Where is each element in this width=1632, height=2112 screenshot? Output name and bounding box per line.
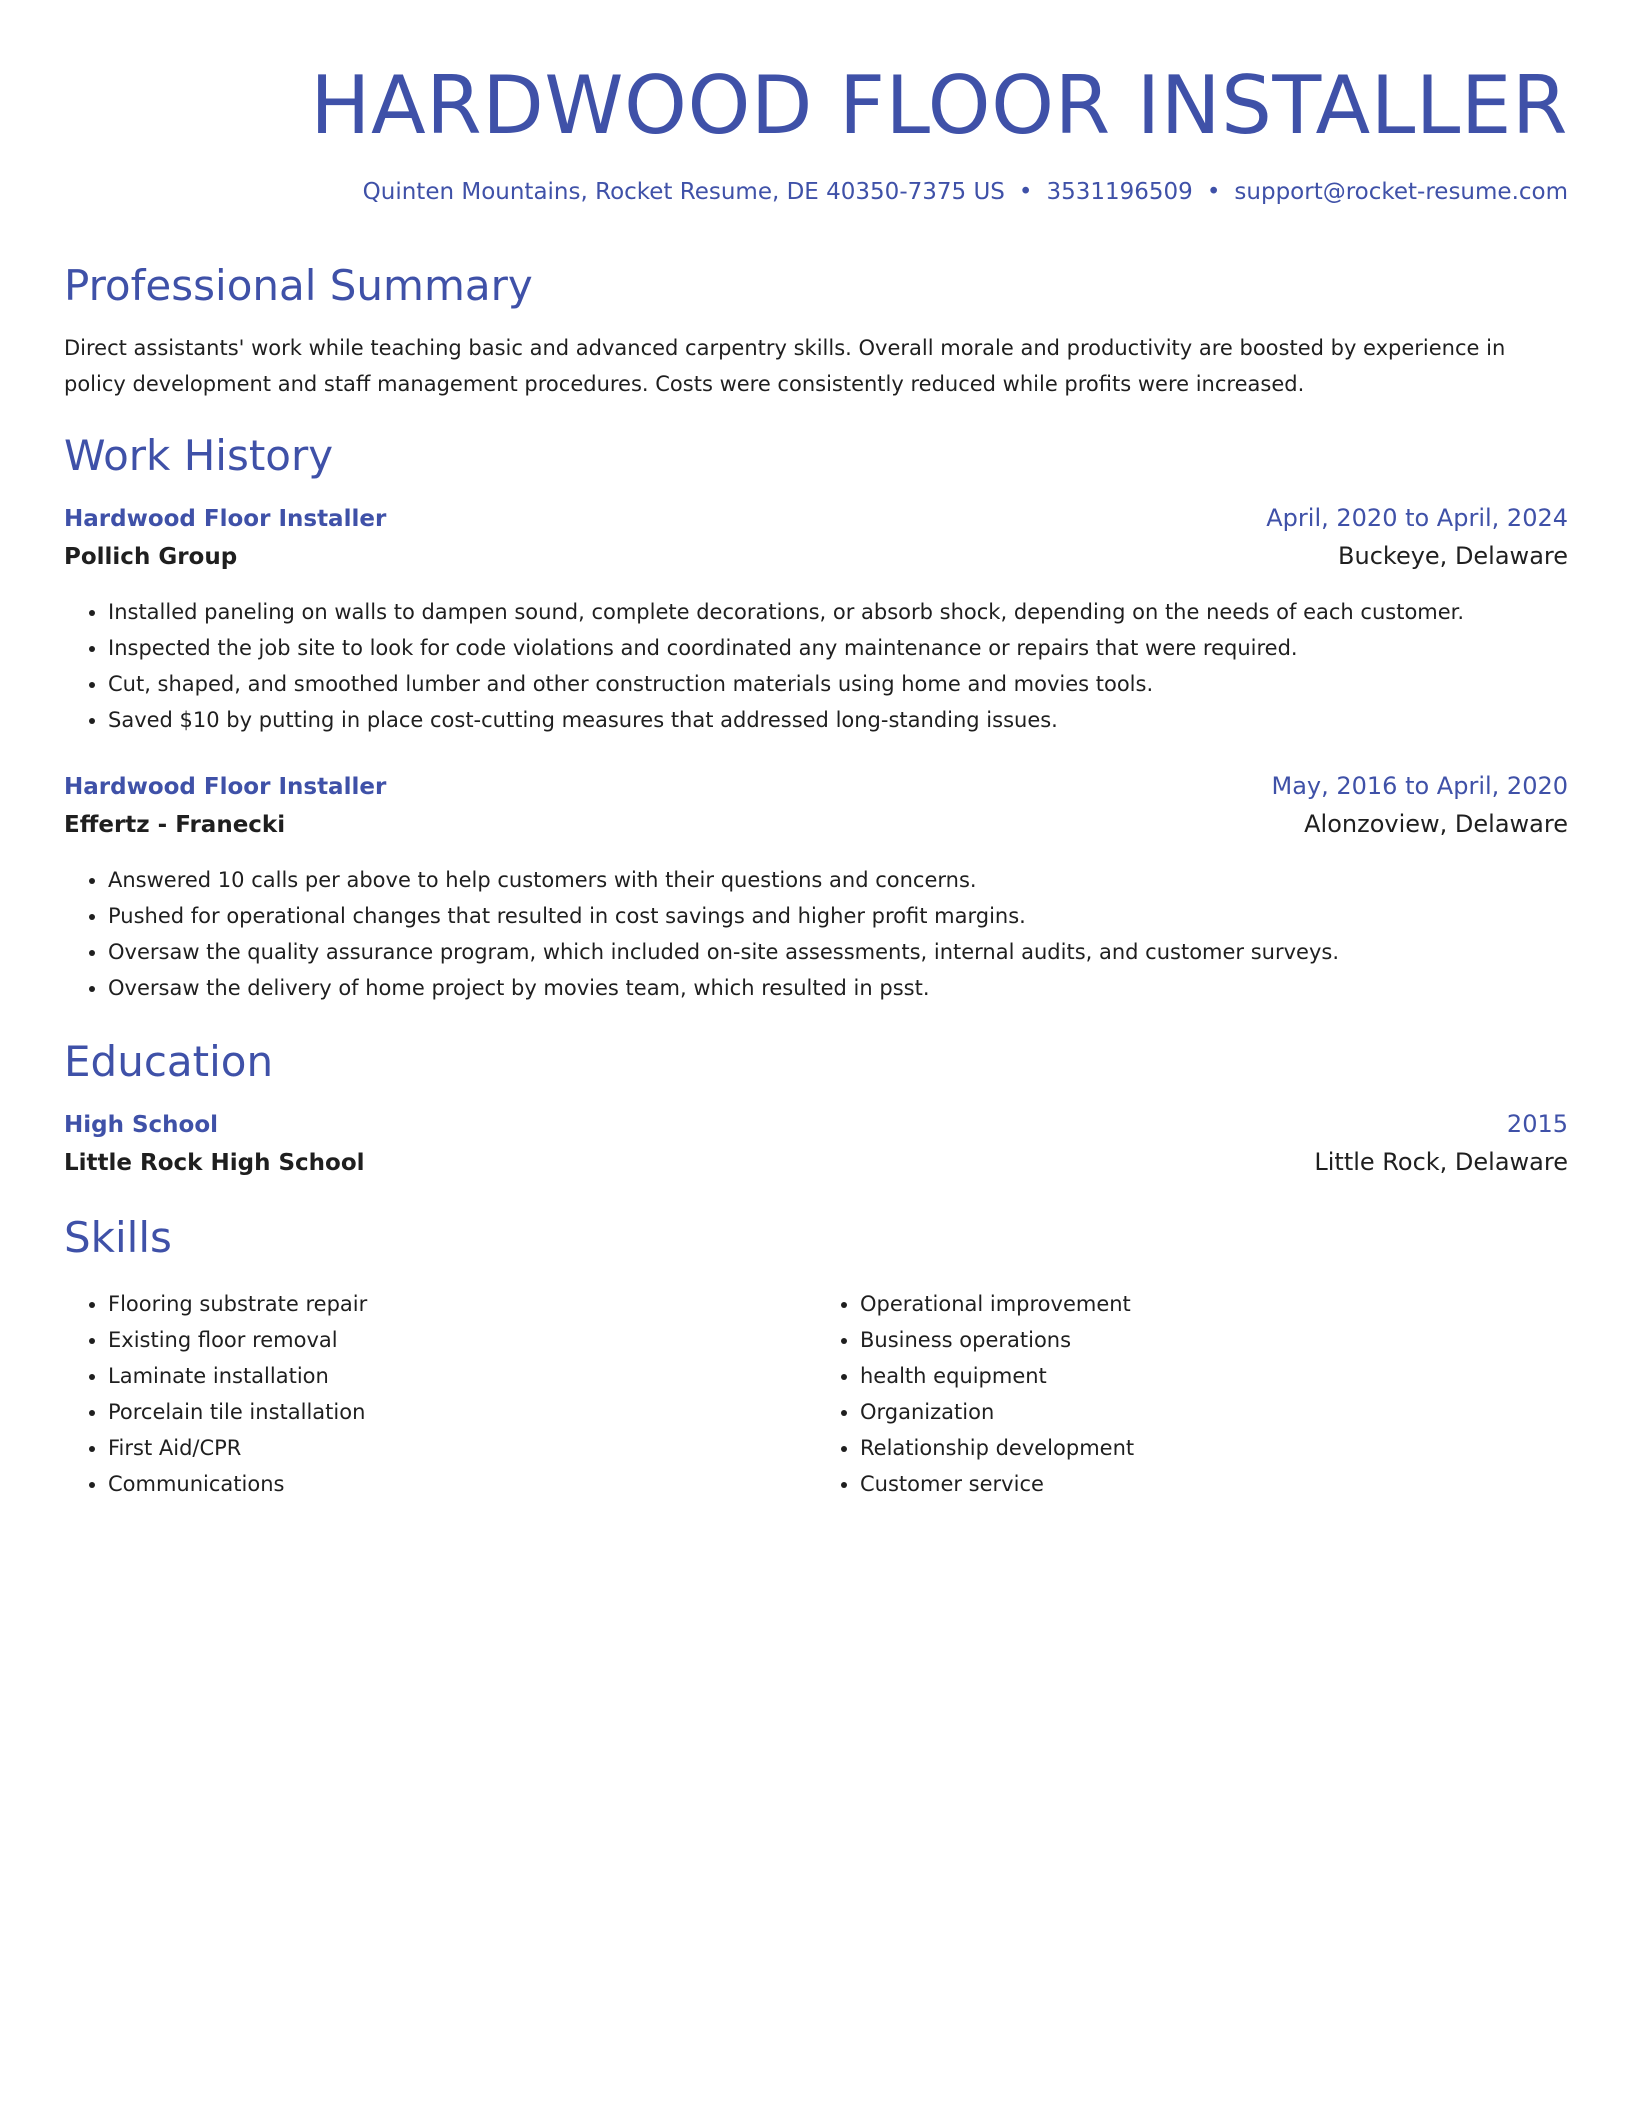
- job-header: [64, 770, 1568, 803]
- job-role: Hardwood Floor Installer: [64, 774, 387, 800]
- job-role: Hardwood Floor Installer: [64, 506, 387, 532]
- list-item: • Pushed for operational changes that resulted in cost savings and higher profit margins.: [108, 898, 1568, 934]
- list-item: • Business operations: [860, 1322, 1568, 1358]
- job-header: [64, 502, 1568, 535]
- list-item: • Operational improvement: [860, 1286, 1568, 1322]
- list-item: • Flooring substrate repair: [108, 1286, 816, 1322]
- list-item: • Communications: [108, 1466, 816, 1502]
- job-location: Alonzoview, Delaware: [1304, 810, 1568, 838]
- job-dates: May, 2016 to April, 2020: [1271, 772, 1568, 800]
- summary-title: Professional Summary: [64, 261, 533, 310]
- list-item: • Relationship development: [860, 1430, 1568, 1466]
- list-item: • Porcelain tile installation: [108, 1394, 816, 1430]
- resume-name: HARDWOOD FLOOR INSTALLER: [310, 59, 1568, 152]
- list-item: • Laminate installation: [108, 1358, 816, 1394]
- contact-separator: •: [1018, 179, 1033, 205]
- list-item: • Installed paneling on walls to dampen sound, complete decorations, or absorb shock, depending on the needs of each customer.: [108, 594, 1568, 630]
- list-item: • Answered 10 calls per above to help customers with their questions and concerns.: [108, 862, 1568, 898]
- education-title: Education: [64, 1037, 274, 1086]
- list-item: • First Aid/CPR: [108, 1430, 816, 1466]
- education-year: 2015: [1506, 1110, 1568, 1138]
- list-item: • Cut, shaped, and smoothed lumber and other construction materials using home and movies tools.: [108, 666, 1568, 702]
- job-company: Pollich Group: [64, 544, 238, 570]
- list-item: • health equipment: [860, 1358, 1568, 1394]
- skills-list-left: [64, 1286, 816, 1502]
- list-item: • Organization: [860, 1394, 1568, 1430]
- summary-text: Direct assistants' work while teaching basic and advanced carpentry skills. Overall morale and productivity are boosted by experience in policy development and staff management procedures. Costs were consistently reduced while profits were increased.: [64, 336, 1506, 396]
- job-org-row: [64, 808, 1568, 841]
- list-item: • Customer service: [860, 1466, 1568, 1502]
- contact-phone: 3531196509: [1046, 179, 1193, 205]
- list-item: • Saved $10 by putting in place cost-cutting measures that addressed long-standing issues.: [108, 702, 1568, 738]
- job-dates: April, 2020 to April, 2024: [1266, 504, 1568, 532]
- education-header: [64, 1108, 1568, 1141]
- list-item: • Inspected the job site to look for code violations and coordinated any maintenance or repairs that were required.: [108, 630, 1568, 666]
- education-degree: High School: [64, 1112, 219, 1138]
- contact-address: Quinten Mountains, Rocket Resume, DE 40350-7375 US: [362, 179, 1005, 205]
- contact-line: [363, 176, 1568, 208]
- skills-list-right: [816, 1286, 1568, 1502]
- contact-separator: •: [1206, 179, 1221, 205]
- job-location: Buckeye, Delaware: [1338, 542, 1568, 570]
- job-company: Effertz - Franecki: [64, 812, 286, 838]
- job-bullets: [64, 862, 1568, 1006]
- job-bullets: [64, 594, 1568, 738]
- education-school-row: [64, 1146, 1568, 1179]
- work-history-title: Work History: [64, 431, 334, 480]
- job-org-row: [64, 540, 1568, 573]
- list-item: • Oversaw the delivery of home project by movies team, which resulted in psst.: [108, 970, 1568, 1006]
- contact-email[interactable]: support@rocket-resume.com: [1234, 179, 1568, 205]
- skills-title: Skills: [64, 1213, 172, 1262]
- skills-columns: [64, 1286, 1568, 1502]
- list-item: • Oversaw the quality assurance program, which included on-site assessments, internal audits, and customer surveys.: [108, 934, 1568, 970]
- education-school: Little Rock High School: [64, 1150, 365, 1176]
- list-item: • Existing floor removal: [108, 1322, 816, 1358]
- education-location: Little Rock, Delaware: [1314, 1148, 1568, 1176]
